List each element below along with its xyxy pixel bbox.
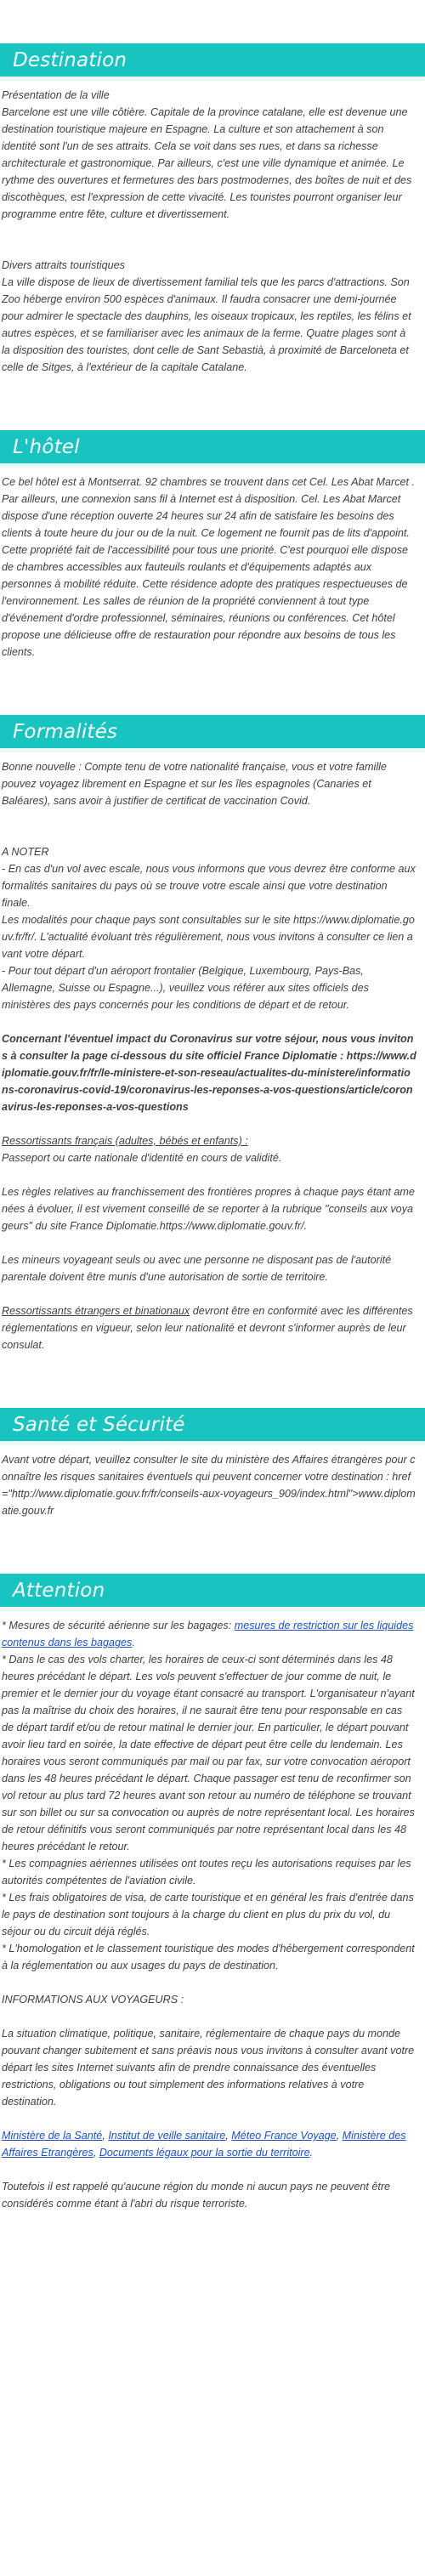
measure-accommodation: * L'homologation et le classement touristique des modes d'hébergement correspondent à la réglementation ou aux usages du pays de destination. [2, 1943, 415, 1972]
destination-section [0, 43, 425, 376]
foreign-paragraph [2, 1302, 416, 1353]
legal-documents-link[interactable]: Documents légaux pour la sortie du territoire [99, 2147, 310, 2159]
measure-baggage: * Mesures de sécurité aérienne sur les bagages: mesures de restriction sur les liquides contenus dans les bagages. [2, 1620, 414, 1648]
info-heading: INFORMATIONS AUX VOYAGEURS : [2, 1994, 184, 2006]
minors-text: Les mineurs voyageant seuls ou avec une personne ne disposant pas de l'autorité parentale doivent être munis d'une autorisation de sortie de territoire. [2, 1254, 392, 1283]
formalites-content [0, 758, 425, 1353]
attention-content [0, 1617, 425, 2212]
attention-header [0, 1574, 425, 1607]
liquids-restriction-link[interactable]: mesures de restriction sur les liquides contenus dans les bagages [2, 1620, 414, 1648]
hotel-content [0, 474, 425, 661]
sante-header [0, 1408, 425, 1441]
sante-text: Avant votre départ, veuillez consulter le site du ministère des Affaires étrangères pour connaître les risques sanitaires éventuels qui peuvent concerner votre destination : href="http://www.diplomatie.gouv.fr/fr/conseils-aux-voyageurs_909/index.html">www.diplomatie.gouv.fr [2, 1454, 416, 1517]
foreign-affairs-link[interactable]: Ministère des Affaires Etrangères [2, 2130, 406, 2159]
info-text: La situation climatique, politique, sanitaire, réglementaire de chaque pays du monde pouvant changer subitement et sans préavis nous vous invitons à consulter avant votre départ les sites Internet suivants afin de prendre connaissance des éventuelles restrictions, obligations ou tout simplement des informations relatives à votre destination. [2, 2028, 415, 2108]
hotel-header [0, 430, 425, 463]
note-heading: A NOTER [2, 846, 49, 858]
sante-title: Santé et Sécurité [13, 1413, 185, 1436]
foreign-heading: Ressortissants étrangers et binationaux [2, 1305, 190, 1317]
fr-nationals-text: Passeport ou carte nationale d'identité en cours de validité. [2, 1152, 282, 1164]
note-frontalier: - Pour tout départ d'un aéroport frontalier (Belgique, Luxembourg, Pays-Bas, Allemagne, Suisse ou Espagne...), veuillez vous référer aux sites officiels des ministères des pays concernés pour les conditions de départ et de retour. [2, 965, 369, 1011]
destination-header [0, 43, 425, 77]
measure-airlines: * Les compagnies aériennes utilisées ont toutes reçu les autorisations requises par les autorités compétentes de l'aviation civile. [2, 1858, 411, 1887]
sante-section [0, 1408, 425, 1519]
hotel-text: Ce bel hôtel est à Montserrat. 92 chambres se trouvent dans cet Cel. Les Abat Marcet . Par ailleurs, une connexion sans fil à Internet est à disposition. Cel. Les Abat Marcet dispose d'une réception ouverte 24 heures sur 24 afin de satisfaire les besoins des clients à toute heure du jour ou de la nuit. Ce logement ne fournit pas de lits d'appoint. Cette propriété fait de l'accessibilité pour tous une priorité. C'est pourquoi elle dispose de chambres accessibles aux fauteuils roulants et d'équipements adaptés aux personnes à mobilité réduite. Cette résidence adopte des pratiques respectueuses de l'environnement. Les salles de réunion de la propriété conviennent à tout type d'événement d'ordre professionnel, séminaires, réunions ou conférences. Cet hôtel propose une délicieuse offre de restauration pour répondre aux besoins de tous les clients. [2, 476, 416, 658]
destination-title: Destination [13, 48, 128, 71]
formalites-title: Formalités [13, 720, 118, 743]
intro-heading: Présentation de la ville [2, 89, 110, 101]
attractions-heading: Divers attraits touristiques [2, 259, 125, 271]
sante-ministry-link[interactable]: Ministère de la Santé [2, 2130, 103, 2142]
borders-text: Les règles relatives au franchissement des frontières propres à chaque pays étant amenées à évoluer, il est vivement conseillé de se reporter à la rubrique "conseils aux voyageurs" du site France Diplomatie.https://www.diplomatie.gouv.fr/. [2, 1186, 415, 1232]
note-escale: - En cas d'un vol avec escale, nous vous informons que vous devrez être conforme aux formalités sanitaires du pays où se trouve votre escale ainsi que votre destination finale. [2, 863, 416, 909]
hotel-title: L'hôtel [13, 435, 80, 458]
intro-text: Barcelone est une ville côtière. Capitale de la province catalane, elle est devenue une destination touristique majeure en Espagne. La culture et son attachement à son identité sont l'un de ses attraits. Cela se voit dans ses rues, et dans sa richesse architecturale et gastronomique. Par ailleurs, c'est une ville dynamique et animée. Le rythme des ouvertures et fermetures des bars postmodernes, des boîtes de nuit et des discothèques, est l'expression de cette vivacité. Les touristes pourront organiser leur programme entre fête, culture et divertissement. [2, 106, 412, 220]
fr-nationals-heading: Ressortissants français (adultes, bébés et enfants) : [2, 1135, 248, 1147]
meteo-france-link[interactable]: Méteo France Voyage [231, 2130, 337, 2142]
measure-charter: * Dans le cas des vols charter, les horaires de ceux-ci sont déterminés dans les 48 heures précédant le départ. Les vols peuvent s'effectuer de jour comme de nuit, le premier et le dernier jour du voyage étant consacré au transport. L'organisateur n'ayant pas la maîtrise du choix des horaires, il ne saurait être tenu pour responsable en cas de départ tardif et/ou de retour matinal le dernier jour. En particulier, le départ pouvant avoir lieu tard en soirée, la date effective de départ peut être celle du lendemain. Les horaires vous seront communiqués par mail ou par fax, sur votre convocation aéroport dans les 48 heures précédant le départ. Chaque passager est tenu de reconfirmer son vol retour au plus tard 72 heures avant son retour au numéro de téléphone se trouvant sur son billet ou sur sa convocation ou auprès de notre représentant local. Les horaires de retour définitifs vous seront communiqués par notre représentant local dans les 48 heures précédant le retour. [2, 1654, 415, 1853]
veille-sanitaire-link[interactable]: Institut de veille sanitaire [108, 2130, 226, 2142]
attention-section [0, 1574, 425, 2212]
formalites-header [0, 715, 425, 748]
formalites-intro: Bonne nouvelle : Compte tenu de votre nationalité française, vous et votre famille pouvez voyagez librement en Espagne et sur les îles espagnoles (Canaries et Baléares), sans avoir à justifier de certificat de vaccination Covid. [2, 761, 387, 807]
attention-title: Attention [13, 1579, 105, 1602]
formalites-section [0, 715, 425, 1353]
hotel-section [0, 430, 425, 661]
note-modalites: Les modalités pour chaque pays sont consultables sur le site https://www.diplomatie.gouv.fr/fr/. L'actualité évoluant très régulièrement, nous vous invitons à consulter ce lien avant votre départ. [2, 914, 415, 960]
foreign-text: devront être en conformité avec les différentes réglementations en vigueur, selon leur nationalité et devront s'informer auprès de leur consulat. [2, 1305, 413, 1351]
attractions-text: La ville dispose de lieux de divertissement familial tels que les parcs d'attractions. Son Zoo héberge environ 500 espèces d'animaux. Il faudra consacrer une demi-journée pour admirer le spectacle des dauphins, les oiseaux tropicaux, les reptiles, les félins et autres espèces, et se familiariser avec les animaux de la ferme. Quatre plages sont à la disposition des touristes, dont celle de Sant Sebastià, à proximité de Barceloneta et celle de Sitges, à l'extérieur de la capitale Catalane. [2, 276, 411, 373]
measure-visa: * Les frais obligatoires de visa, de carte touristique et en général les frais d'entrée dans le pays de destination sont toujours à la charge du client en plus du prix du vol, du séjour ou du circuit déjà réglés. [2, 1892, 414, 1938]
destination-content [0, 87, 425, 376]
sante-content [0, 1451, 425, 1519]
covid-notice: Concernant l'éventuel impact du Coronavirus sur votre séjour, nous vous invitons à consulter la page ci-dessous du site officiel France Diplomatie : https://www.diplomatie.gouv.fr/fr/le-ministere-et-son-reseau/actualites-du-ministere/informations-coronavirus-covid-19/coronavirus-les-reponses-a-vos-questions/article/coronavirus-les-reponses-a-vos-questions [2, 1033, 416, 1113]
info-links: Ministère de la Santé, Institut de veille sanitaire, Méteo France Voyage, Ministère des Affaires Etrangères, Documents légaux pour la sortie du territoire. [2, 2130, 406, 2159]
terror-risk-text: Toutefois il est rappelé qu'aucune région du monde ni aucun pays ne peuvent être considérés comme étant à l'abri du risque terroriste. [2, 2181, 391, 2210]
